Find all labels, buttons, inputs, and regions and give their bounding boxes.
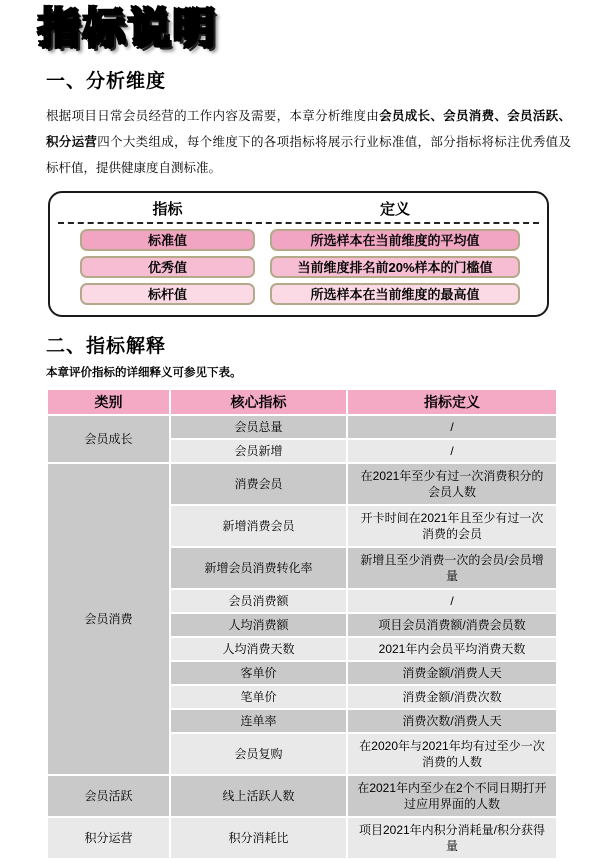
indicator-cell: 消费会员 <box>171 464 346 504</box>
section1-paragraph <box>46 103 571 181</box>
section1-heading: 一、分析维度 <box>46 71 167 93</box>
definition-cell: 消费次数/消费人天 <box>348 710 556 732</box>
definition-row-standard <box>50 229 547 251</box>
indicator-cell: 会员复购 <box>171 734 346 774</box>
definition-row-benchmark <box>50 283 547 305</box>
box-header-indicator: 指标 <box>152 200 183 218</box>
table-row <box>48 776 556 816</box>
indicator-table <box>46 388 558 860</box>
definition-box <box>48 191 549 317</box>
definition-cell: 项目会员消费额/消费会员数 <box>348 614 556 636</box>
table-intro: 本章评价指标的详细释义可参见下表。 <box>46 367 242 380</box>
definition-cell: 在2020年与2021年均有过至少一次消费的人数 <box>348 734 556 774</box>
standard-value-definition-pill: 所选样本在当前维度的平均值 <box>270 229 520 251</box>
definition-cell: / <box>348 416 556 438</box>
section2-heading: 二、指标解释 <box>46 336 167 358</box>
table-header-row <box>48 390 556 414</box>
table-row <box>48 818 556 858</box>
definition-box-header <box>50 198 547 218</box>
excellent-value-definition-pill: 当前维度排名前20%样本的门槛值 <box>270 256 520 278</box>
benchmark-value-definition-pill: 所选样本在当前维度的最高值 <box>270 283 520 305</box>
header-cell-indicator: 核心指标 <box>171 390 346 414</box>
paragraph-segment: 四个大类组成，每个维度下的各项指标将展示行业标准值，部分指标将标注优秀值及标杆值，提供健康度自测标准。 <box>46 135 571 176</box>
indicator-cell: 新增会员消费转化率 <box>171 548 346 588</box>
definition-cell: 开卡时间在2021年且至少有过一次消费的会员 <box>348 506 556 546</box>
definition-cell: 新增且至少消费一次的会员/会员增量 <box>348 548 556 588</box>
indicator-cell: 客单价 <box>171 662 346 684</box>
indicator-cell: 笔单价 <box>171 686 346 708</box>
definition-cell: / <box>348 440 556 462</box>
indicator-cell: 积分消耗比 <box>171 818 346 858</box>
category-cell-member-consumption: 会员消费 <box>48 464 169 774</box>
definition-cell: 在2021年至少有过一次消费积分的会员人数 <box>348 464 556 504</box>
definition-cell: 在2021年内至少在2个不同日期打开过应用界面的人数 <box>348 776 556 816</box>
category-cell-member-growth: 会员成长 <box>48 416 169 462</box>
paragraph-segment-bold: 会员成长、会员消费、会员活跃、积分运营 <box>46 109 571 150</box>
category-cell-points-operation: 积分运营 <box>48 818 169 858</box>
header-cell-definition: 指标定义 <box>348 390 556 414</box>
indicator-cell: 线上活跃人数 <box>171 776 346 816</box>
definition-cell: 项目2021年内积分消耗量/积分获得量 <box>348 818 556 858</box>
page-title: 指标说明 <box>38 5 219 52</box>
benchmark-value-pill: 标杆值 <box>80 283 255 305</box>
standard-value-pill: 标准值 <box>80 229 255 251</box>
definition-cell: 消费金额/消费人天 <box>348 662 556 684</box>
definition-cell: 2021年内会员平均消费天数 <box>348 638 556 660</box>
paragraph-segment: 根据项目日常会员经营的工作内容及需要，本章分析维度由 <box>46 109 380 124</box>
indicator-cell: 会员新增 <box>171 440 346 462</box>
definition-cell: / <box>348 590 556 612</box>
indicator-cell: 人均消费额 <box>171 614 346 636</box>
definition-cell: 消费金额/消费次数 <box>348 686 556 708</box>
excellent-value-pill: 优秀值 <box>80 256 255 278</box>
category-cell-member-activity: 会员活跃 <box>48 776 169 816</box>
table-row <box>48 464 556 504</box>
header-cell-category: 类别 <box>48 390 169 414</box>
indicator-cell: 新增消费会员 <box>171 506 346 546</box>
dashed-divider <box>58 222 539 224</box>
indicator-cell: 人均消费天数 <box>171 638 346 660</box>
indicator-cell: 会员消费额 <box>171 590 346 612</box>
definition-row-excellent <box>50 256 547 278</box>
indicator-cell: 会员总量 <box>171 416 346 438</box>
indicator-cell: 连单率 <box>171 710 346 732</box>
table-row <box>48 416 556 438</box>
box-header-definition: 定义 <box>379 200 410 218</box>
